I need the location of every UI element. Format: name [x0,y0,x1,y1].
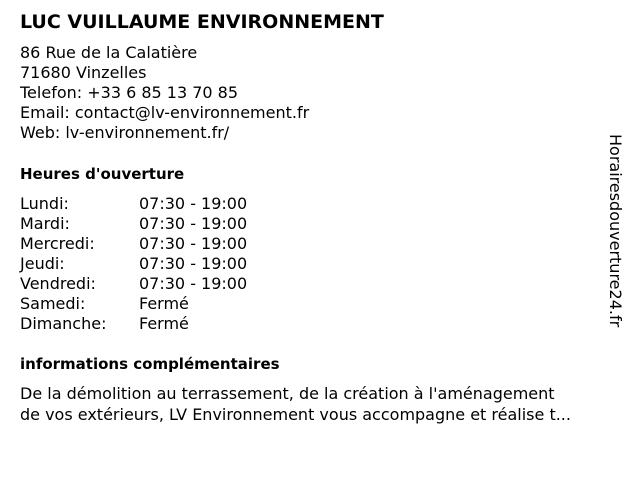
day-hours: 07:30 - 19:00 [139,234,248,253]
day-label: Mardi: [20,214,70,233]
city-postcode: 71680 Vinzelles [20,63,147,82]
hours-row-samedi [20,294,247,314]
day-hours: 07:30 - 19:00 [139,214,248,233]
street-address: 86 Rue de la Calatière [20,43,198,62]
hours-table [20,194,247,334]
hours-row-mercredi [20,234,247,254]
day-hours: 07:30 - 19:00 [139,194,248,213]
day-label: Samedi: [20,294,86,313]
hours-row-vendredi [20,274,247,294]
phone-line: Telefon: +33 6 85 13 70 85 [20,83,239,102]
contact-block [20,43,309,143]
info-description [20,383,625,425]
hours-row-lundi [20,194,247,214]
day-hours: Fermé [139,314,189,333]
day-hours: 07:30 - 19:00 [139,254,248,273]
day-hours: 07:30 - 19:00 [139,274,248,293]
site-watermark: Horairesdouverture24.fr [606,134,625,328]
day-hours: Fermé [139,294,189,313]
hours-row-mardi [20,214,247,234]
email-line: Email: contact@lv-environnement.fr [20,103,310,122]
web-line: Web: lv-environnement.fr/ [20,123,230,142]
day-label: Jeudi: [20,254,65,273]
hours-heading: Heures d'ouverture [20,165,185,183]
info-line: De la démolition au terrassement, de la création à l'aménagement [20,384,555,403]
hours-row-dimanche [20,314,247,334]
day-label: Dimanche: [20,314,107,333]
hours-row-jeudi [20,254,247,274]
info-heading: informations complémentaires [20,355,280,373]
day-label: Mercredi: [20,234,95,253]
day-label: Lundi: [20,194,69,213]
business-name: LUC VUILLAUME ENVIRONNEMENT [20,11,384,33]
info-line: de vos extérieurs, LV Environnement vous accompagne et réalise t... [20,405,571,424]
day-label: Vendredi: [20,274,96,293]
